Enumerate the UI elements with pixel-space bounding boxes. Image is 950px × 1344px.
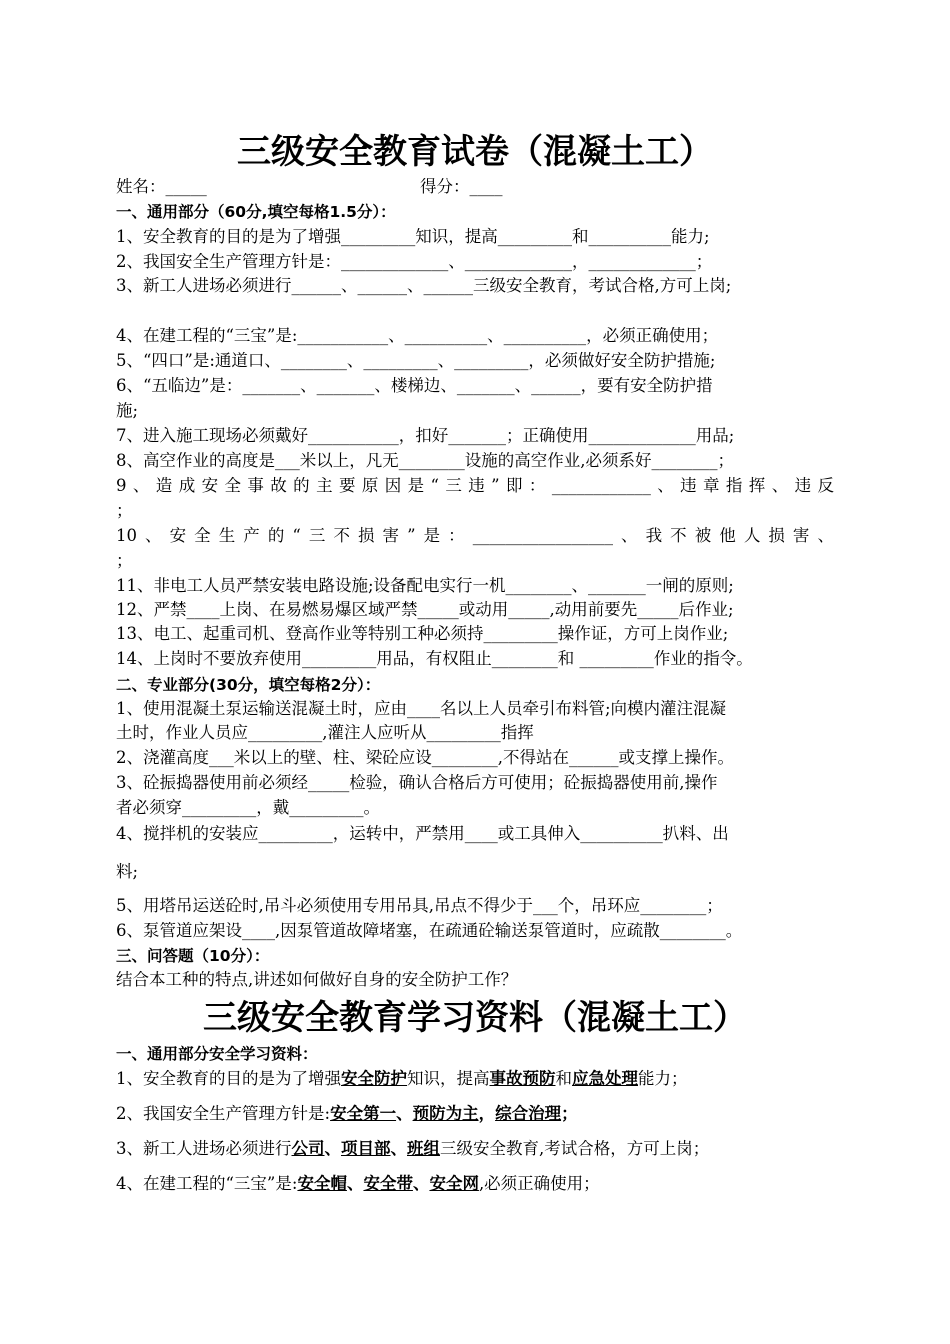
study-item-3-text-2: 、 [324,1139,341,1158]
study-item-1-text-3: 和 [555,1069,572,1088]
study-item-3-text-4: 三级安全教育,考试合格，方可上岗； [440,1139,710,1158]
section-essay-heading: 三、问答题（10分）： [116,947,270,965]
study-item-2-answer-2: 预防为主 [412,1104,479,1123]
professional-question-3-continued: 者必须穿_________，戴_________。 [116,798,380,817]
study-item-2-text: 2、我国安全生产管理方针是: [116,1104,331,1123]
question-10: 10、安全生产的“三不损害”是：_________________、我不被他人损害、 [116,526,834,545]
study-item-3-text: 3、新工人进场必须进行 [116,1139,292,1158]
question-13: 13、电工、起重司机、登高作业等特别工种必须持_________操作证，方可上岗作业; [116,624,729,643]
question-10-continued: ； [116,551,133,570]
study-item-1-text-4: 能力； [638,1069,688,1088]
professional-question-2: 2、浇灌高度___米以上的壁、柱、梁砼应设________,不得站在______或支撑上操作。 [116,748,734,767]
study-title: 三级安全教育学习资料（混凝土工） [203,998,747,1038]
question-9-continued: ； [116,501,133,520]
question-12: 12、严禁____上岗、在易燃易爆区域严禁_____或动用_____,动用前要先_____后作业; [116,600,734,619]
question-11: 11、非电工人员严禁安装电路设施;设备配电实行一机________、_______一闸的原则; [116,576,734,595]
study-item-1-text: 1、安全教育的目的是为了增强 [116,1069,341,1088]
professional-question-4: 4、搅拌机的安装应_________，运转中，严禁用____或工具伸入__________扒料、出 [116,824,729,843]
question-1: 1、安全教育的目的是为了增强_________知识，提高_________和__________能力; [116,227,710,246]
study-item-2-text-3: ， [478,1104,496,1123]
section-professional-heading: 二、专业部分(30分，填空每格2分）： [116,676,381,694]
study-item-4-text-2: 、 [346,1174,364,1193]
study-item-2-text-2: 、 [396,1104,413,1123]
question-4: 4、在建工程的“三宝”是:___________、__________、__________，必须正确使用； [116,326,719,345]
study-item-3-answer-3: 班组 [407,1139,440,1158]
study-item-4-answer-2: 安全带 [363,1174,413,1193]
study-item-4 [116,1173,600,1195]
study-item-1-text-2: 知识，提高 [407,1069,490,1088]
study-item-2-text-4: ； [561,1104,578,1123]
study-item-3-answer-1: 公司 [291,1139,325,1158]
section-general-heading: 一、通用部分（60分,填空每格1.5分）： [116,203,396,221]
study-item-3-answer-2: 项目部 [341,1139,391,1158]
professional-question-5: 5、用塔吊运送砼时,吊斗必须使用专用吊具,吊点不得少于___个，吊环应________； [116,896,723,915]
study-item-1 [116,1068,688,1090]
question-3: 3、新工人进场必须进行______、______、______三级安全教育，考试合格,方可上岗; [116,276,732,295]
study-item-3 [116,1138,709,1160]
study-item-4-text-3: 、 [412,1174,430,1193]
question-6: 6、“五临边”是：_______、_______、楼梯边、_______、______，要有安全防护措 [116,376,713,395]
question-8: 8、高空作业的高度是___米以上，凡无________设施的高空作业,必须系好________； [116,451,734,470]
question-7: 7、进入施工现场必须戴好___________，扣好_______；正确使用_____________用品; [116,426,735,445]
study-item-4-answer-3: 安全网 [429,1174,479,1193]
study-item-1-answer-1: 安全防护 [341,1069,407,1088]
professional-question-4-continued: 料; [116,862,139,881]
question-14: 14、上岗时不要放弃使用_________用品，有权阻止________和 _________作业的指令。 [116,649,753,668]
study-item-2 [116,1103,578,1125]
study-item-2-answer-1: 安全第一 [330,1104,397,1123]
study-item-4-text-4: ,必须正确使用； [478,1174,600,1193]
question-6-continued: 施; [116,401,139,420]
question-5: 5、“四口”是:通道口、________、_________、_________，必须做好安全防护措施; [116,351,716,370]
study-item-1-answer-2: 事故预防 [489,1069,556,1088]
name-field: 姓名：_____ [116,177,207,196]
study-section-heading: 一、通用部分安全学习资料： [116,1045,318,1063]
professional-question-3: 3、砼振捣器使用前必须经_____检验，确认合格后方可使用；砼振捣器使用前,操作 [116,773,718,792]
professional-question-6: 6、泵管道应架设____,因泵管道故障堵塞，在疏通砼输送泵管道时，应疏散________。 [116,921,743,940]
question-9: 9、造成安全事故的主要原因是“三违”即：____________、违章指挥、违反 [116,476,834,495]
study-item-4-answer-1: 安全帽 [297,1174,347,1193]
study-item-2-answer-3: 综合治理 [495,1104,562,1123]
study-item-3-text-3: 、 [390,1139,407,1158]
essay-question: 结合本工种的特点,讲述如何做好自身的安全防护工作？ [116,970,518,989]
study-item-1-answer-3: 应急处理 [572,1069,638,1088]
score-field: 得分：____ [420,177,503,196]
professional-question-1-continued: 土时，作业人员应_________,灌注人应听从_________指挥 [116,723,534,742]
question-2: 2、我国安全生产管理方针是：_____________、_____________，_____________； [116,252,713,271]
professional-question-1: 1、使用混凝土泵运输送混凝土时，应由____名以上人员牵引布料管;向模内灌注混凝 [116,699,727,718]
study-item-4-text: 4、在建工程的“三宝”是: [116,1174,298,1193]
test-title: 三级安全教育试卷（混凝土工） [237,132,713,172]
